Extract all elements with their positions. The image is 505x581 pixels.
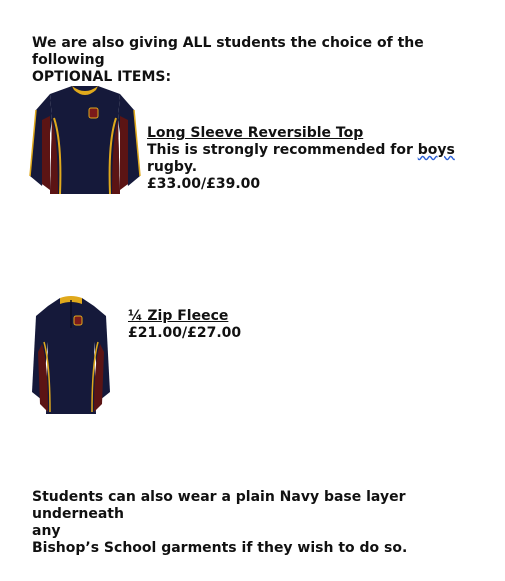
footer-text	[32, 489, 492, 557]
intro-line-1: We are also giving ALL students the choice of the following	[32, 35, 424, 68]
footer-line-1: Students can also wear a plain Navy base layer underneath	[32, 489, 406, 522]
zip-fleece-image	[30, 292, 112, 416]
item-title: Long Sleeve Reversible Top	[147, 125, 364, 141]
footer-line-2: any	[32, 523, 61, 539]
desc-after: rugby.	[147, 159, 198, 175]
long-sleeve-top-image	[28, 80, 142, 196]
item-long-sleeve-top	[147, 125, 497, 193]
intro-line-2: OPTIONAL ITEMS:	[32, 69, 172, 85]
item-price: £33.00/£39.00	[147, 176, 261, 192]
footer-line-3: Bishop’s School garments if they wish to do so.	[32, 540, 408, 556]
desc-before: This is strongly recommended for	[147, 142, 418, 158]
intro-text	[32, 35, 492, 86]
desc-highlight: boys	[417, 142, 455, 158]
item-title: ¼ Zip Fleece	[128, 308, 229, 324]
item-description	[147, 142, 497, 176]
item-price: £21.00/£27.00	[128, 325, 242, 341]
item-zip-fleece	[128, 308, 428, 342]
